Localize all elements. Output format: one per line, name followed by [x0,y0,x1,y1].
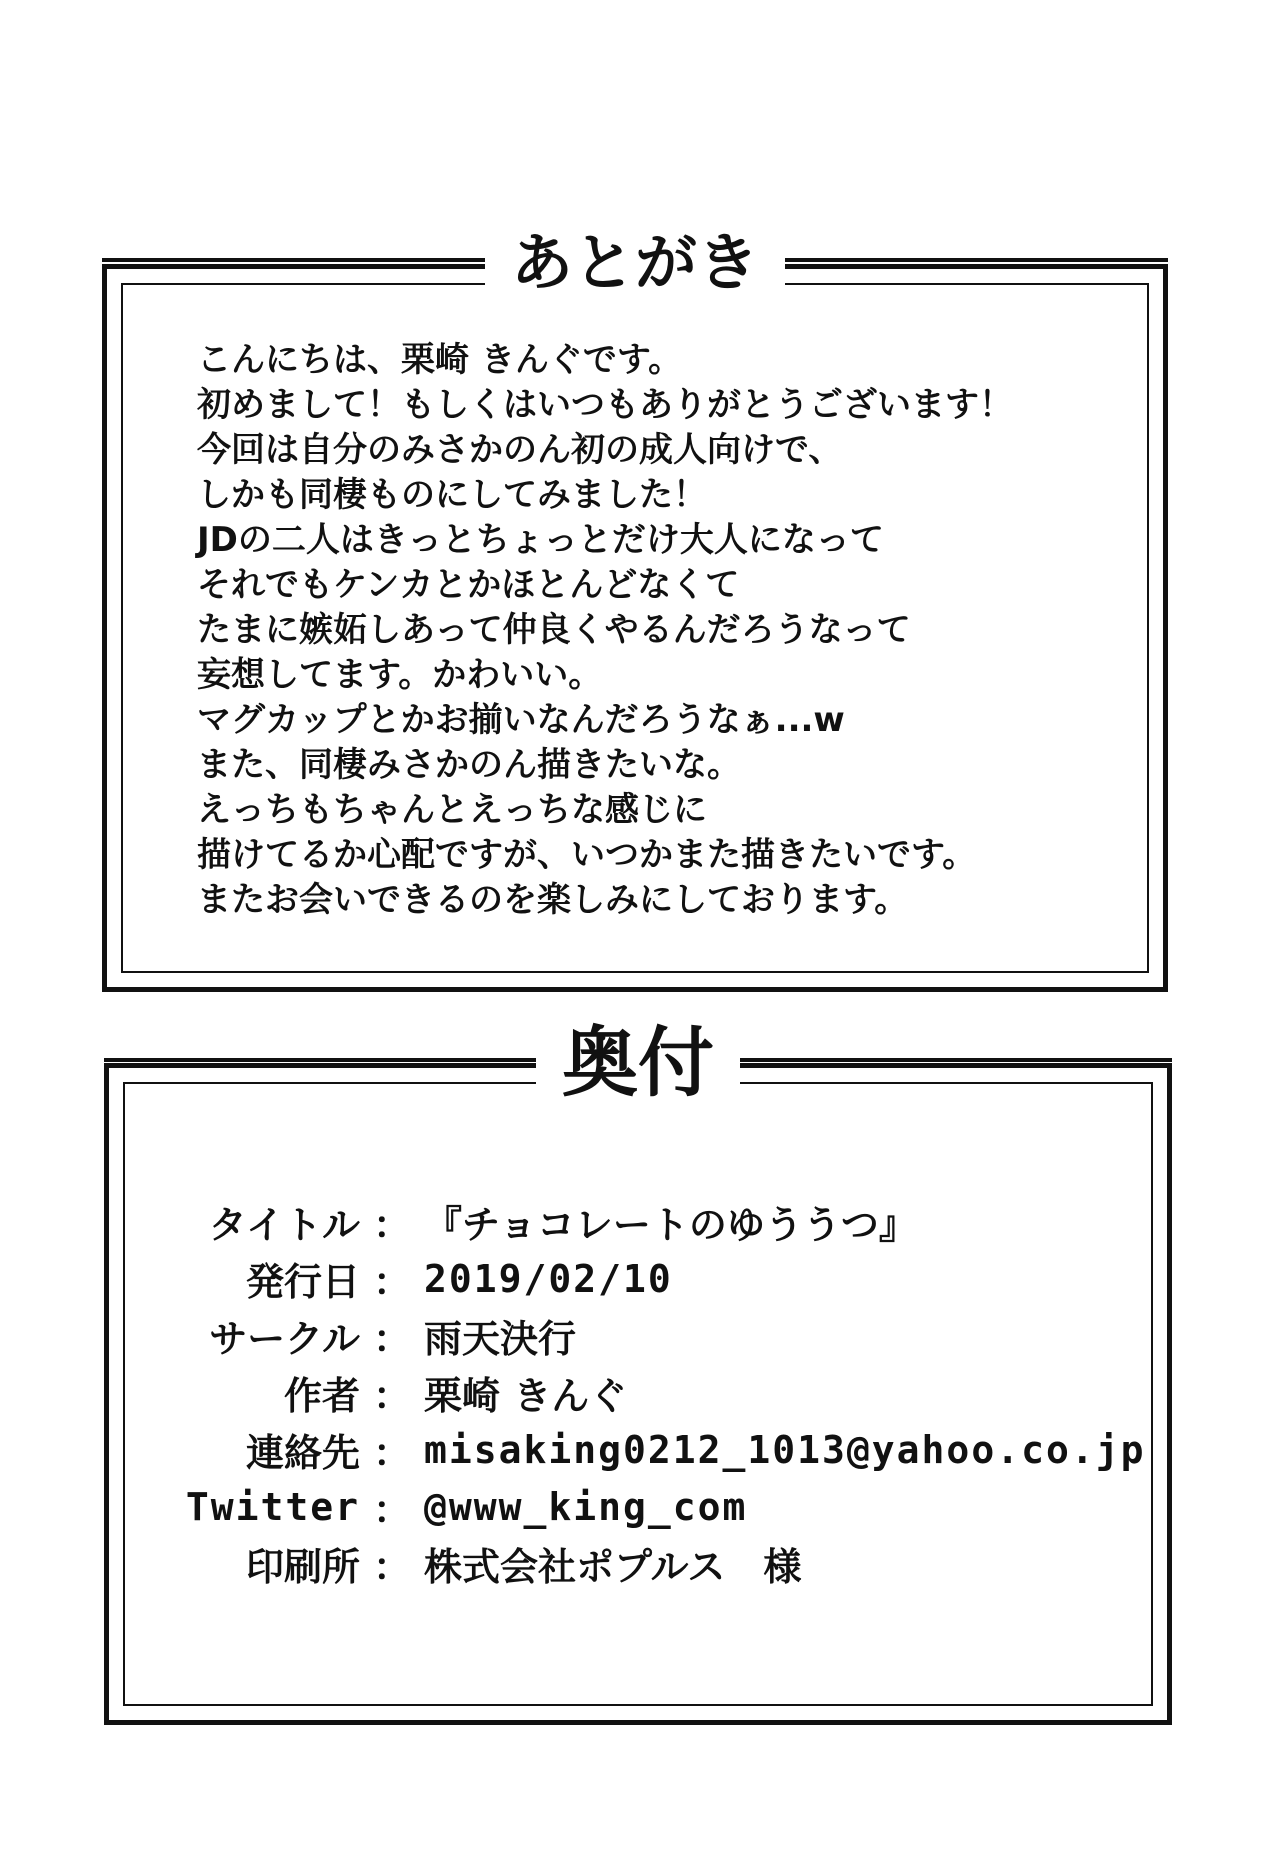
row-key: サークル [209,1317,360,1361]
heading-rule-left [104,1058,536,1068]
afterword-line: 今回は自分のみさかのん初の成人向けで、 [197,430,843,470]
afterword-line: 描けてるか心配ですが、いつかまた描きたいです。 [197,835,977,875]
afterword-line: 妄想してます。かわいい。 [197,655,603,695]
row-value: 栗崎 きんぐ [424,1374,628,1418]
afterword-heading [102,226,1168,299]
colophon-heading [104,1018,1172,1107]
row-value: @www_king_com [424,1484,748,1529]
heading-rule-right [740,1058,1172,1068]
colophon-row-date [160,1250,1145,1307]
afterword-line: またお会いできるのを楽しみにしております。 [197,880,909,920]
row-key: 印刷所 [245,1545,360,1589]
afterword-text [197,338,1013,923]
afterword-line: JDの二人はきっとちょっとだけ大人になって [197,520,884,560]
row-key: 発行日 [245,1260,360,1304]
heading-rule-right [785,258,1168,268]
row-value: 雨天決行 [424,1317,577,1361]
row-value: misaking0212_1013@yahoo.co.jp [424,1427,1146,1472]
afterword-line: たまに嫉妬しあって仲良くやるんだろうなって [197,610,911,650]
colophon-title: 奥付 [536,1025,740,1101]
row-value: 2019/02/10 [424,1256,673,1301]
row-value: 『チョコレートのゆううつ』 [424,1203,917,1247]
afterword-title: あとがき [485,232,785,294]
afterword-line: しかも同棲ものにしてみました！ [197,475,707,515]
row-colon: ： [372,1260,411,1304]
afterword-line: 初めまして！もしくはいつもありがとうございます！ [197,385,1013,425]
colophon-row-title [160,1193,1145,1250]
colophon-row-twitter [160,1478,1145,1535]
row-colon: ： [372,1488,411,1532]
row-colon: ： [372,1545,411,1589]
afterword-line: こんにちは、栗崎 きんぐです。 [197,340,683,380]
colophon-row-circle [160,1307,1145,1364]
row-value: 株式会社ポプルス 様 [424,1545,802,1589]
afterword-line: また、同棲みさかのん描きたいな。 [197,745,741,785]
row-key: 連絡先 [245,1431,360,1475]
afterword-line: マグカップとかお揃いなんだろうなぁ...w [197,700,845,740]
row-key: タイトル [208,1203,360,1247]
row-colon: ： [372,1317,411,1361]
colophon-row-contact [160,1421,1145,1478]
row-key: Twitter [185,1484,360,1529]
row-colon: ： [372,1203,411,1247]
row-colon: ： [372,1431,411,1475]
row-colon: ： [372,1374,411,1418]
row-key: 作者 [283,1374,360,1418]
afterword-line: それでもケンカとかほとんどなくて [197,565,740,605]
colophon-row-author [160,1364,1145,1421]
colophon-table [160,1193,1145,1592]
colophon-row-printer [160,1535,1145,1592]
heading-rule-left [102,258,485,268]
afterword-line: えっちもちゃんとえっちな感じに [197,790,707,830]
